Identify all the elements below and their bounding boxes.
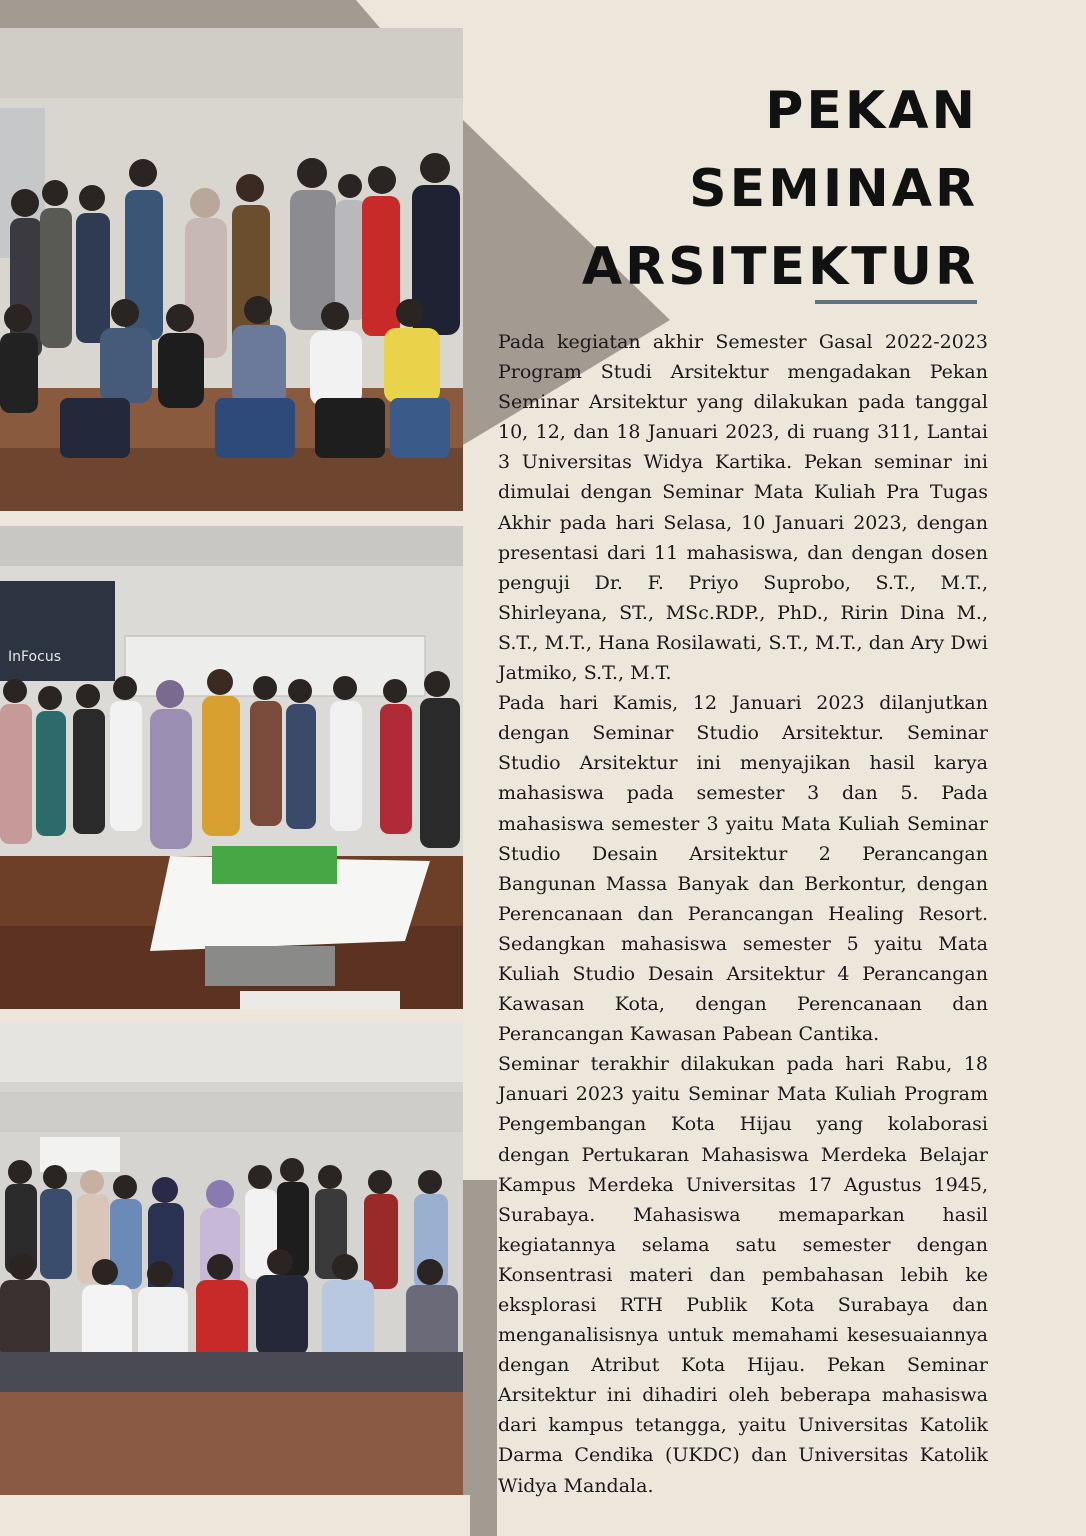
group-photo-2	[0, 526, 463, 1009]
article-paragraph-2: Pada hari Kamis, 12 Januari 2023 dilanjutkan dengan Seminar Studio Arsitektur. Seminar Studio Arsitektur ini menyajikan hasil karya mahasiswa pada semester 3 dan 5. Pada mahasiswa semester 3 yaitu Mata Kuliah Seminar Studio Desain Arsitektur 2 Perancangan Bangunan Massa Banyak dan Berkontur, dengan Perencanaan dan Perancangan Healing Resort. Sedangkan mahasiswa semester 5 yaitu Mata Kuliah Studio Desain Arsitektur 4 Perancangan Kawasan Kota, dengan Perencanaan dan Perancangan Kawasan Pabean Cantika.	[498, 692, 988, 1046]
decor-top-triangle	[0, 0, 400, 30]
article-paragraph-3: Seminar terakhir dilakukan pada hari Rabu, 18 Januari 2023 yaitu Seminar Mata Kuliah Program Pengembangan Kota Hijau yang kolaborasi dengan Pertukaran Mahasiswa Merdeka Belajar Kampus Merdeka Universitas 17 Agustus 1945, Surabaya. Mahasiswa memaparkan hasil kegiatannya selama satu semester dengan Konsentrasi materi dan pembahasan lebih ke eksplorasi RTH Publik Kota Surabaya dan menganalisisnya untuk memahami kesesuaiannya dengan Atribut Kota Hijau. Pekan Seminar Arsitektur ini dihadiri oleh beberapa mahasiswa dari kampus tetangga, yaitu Universitas Katolik Darma Cendika (UKDC) dan Universitas Katolik Widya Mandala.	[498, 1053, 988, 1497]
group-photo-1	[0, 28, 463, 511]
projector-brand-text: InFocus	[8, 649, 61, 665]
title-line-3: ARSITEKTUR	[581, 237, 978, 297]
title-underline	[815, 300, 977, 304]
article-paragraph-1: Pada kegiatan akhir Semester Gasal 2022-2023 Program Studi Arsitektur mengadakan Pekan Seminar Arsitektur yang dilakukan pada tanggal 10, 12, dan 18 Januari 2023, di ruang 311, Lantai 3 Universitas Widya Kartika. Pekan seminar ini dimulai dengan Seminar Mata Kuliah Pra Tugas Akhir pada hari Selasa, 10 Januari 2023, dengan presentasi dari 11 mahasiswa, dan dengan dosen penguji Dr. F. Priyo Suprobo, S.T., M.T., Shirleyana, ST., MSc.RDP., PhD., Ririn Dina M., S.T., M.T., Hana Rosilawati, S.T., M.T., dan Ary Dwi Jatmiko, S.T., M.T.	[498, 331, 988, 685]
article-body	[498, 327, 988, 1501]
decor-bottom-left-strip	[0, 1495, 470, 1536]
page-title	[582, 72, 978, 306]
title-line-1: PEKAN	[765, 81, 978, 141]
group-photo-3	[0, 1022, 463, 1495]
title-line-2: SEMINAR	[689, 159, 978, 219]
